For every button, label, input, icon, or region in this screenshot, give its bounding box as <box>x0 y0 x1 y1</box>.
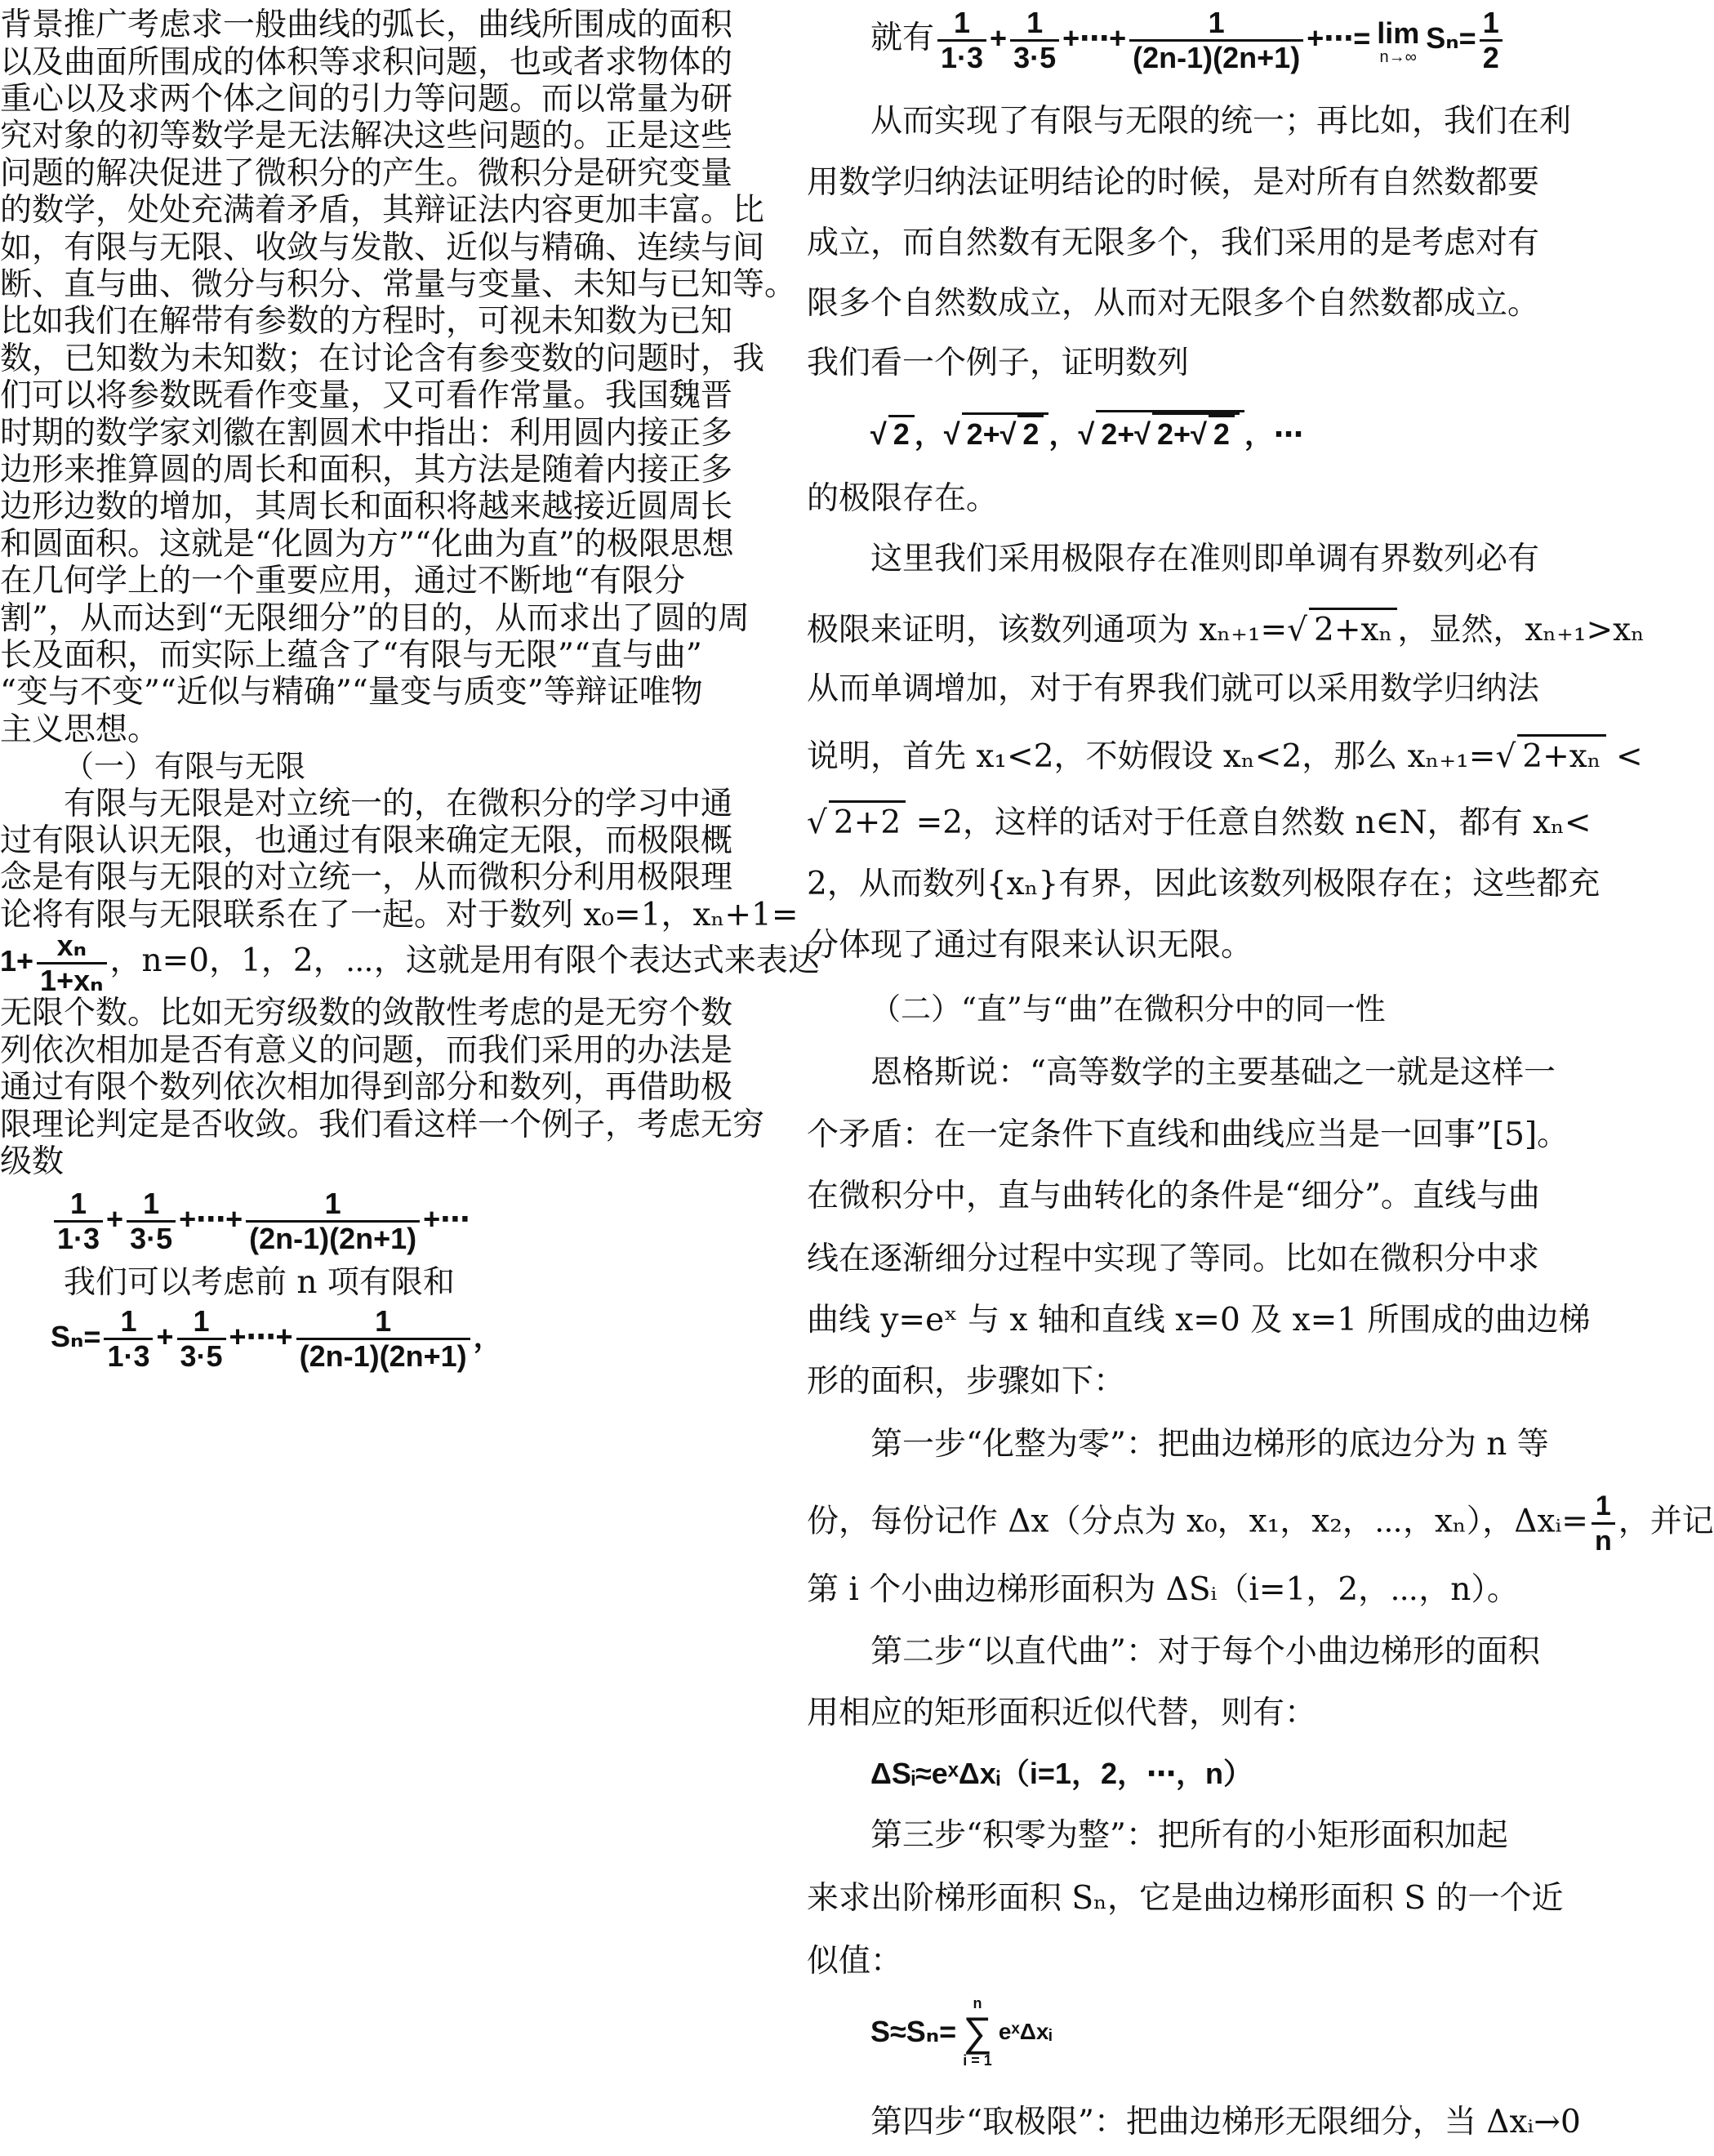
fraction: $\frac{1}{1\cdot 3}$ <box>54 1187 103 1255</box>
text-line: 第一步“化整为零”：把曲边梯形的底边分为 n 等 <box>870 1426 1549 1463</box>
sequence-formula: √ 2 ，√ 2+√ 2 ，√ 2+√ 2+√ 2 ，⋯ <box>870 410 1303 453</box>
text-line: 以及曲面所围成的体积等求积问题，也或者求物体的 <box>0 44 733 81</box>
fraction: $\frac{\text{xₙ}}{\text{1+xₙ}}$ <box>37 929 106 997</box>
text-line: 第四步“取极限”：把曲边梯形无限细分，当 Δxᵢ→0 <box>870 2104 1581 2140</box>
text-line: 们可以将参数既看作变量，又可看作常量。我国魏晋 <box>0 377 733 414</box>
text-line: 限多个自然数成立，从而对无限多个自然数都成立。 <box>807 285 1540 322</box>
text-line: 论将有限与无限联系在了一起。对于数列 x₀=1，xₙ+1= <box>0 897 799 933</box>
text-line: 时期的数学家刘徽在割圆术中指出：利用圆内接正多 <box>0 415 733 452</box>
text-line: 主义思想。 <box>0 711 160 748</box>
text-line: 无限个数。比如无穷级数的敛散性考虑的是无穷个数 <box>0 995 733 1031</box>
fraction: $\frac{1}{3\cdot 5}$ <box>177 1305 226 1373</box>
fraction: $\frac{1}{2}$ <box>1480 7 1503 74</box>
text-line: 似值： <box>807 1943 903 1980</box>
fraction: $\frac{1}{(2n-1)(2n+1)}$ <box>296 1305 470 1373</box>
sqrt: √ 2+xₙ <box>1495 734 1605 777</box>
recursion-formula <box>0 929 820 997</box>
text-line: 比如我们在解带有参数的方程时，可视未知数为已知 <box>0 303 733 340</box>
limit-formula: 就有 $\frac{1}{1\cdot 3}$ + $\frac{1}{3\cdot 5}$ +⋯+ $\frac{1}{(2n-1)(2n+1)}$ +⋯= lim n→∞ Sₙ= $\frac{1}{2}$ <box>870 7 1506 74</box>
approx-formula: ΔSᵢ≈eˣΔxᵢ（i=1，2，⋯，n） <box>870 1757 1253 1790</box>
fraction: $\frac{1}{(2n-1)(2n+1)}$ <box>246 1187 420 1255</box>
text-line: 恩格斯说：“高等数学的主要基础之一就是这样一 <box>870 1054 1556 1091</box>
fraction: $\frac{1}{1\cdot 3}$ <box>937 7 986 74</box>
text-line: 边形边数的增加，其周长和面积将越来越接近圆周长 <box>0 488 733 525</box>
text-line: 我们可以考虑前 n 项有限和 <box>64 1264 455 1301</box>
text-line: “变与不变”“近似与精确”“量变与质变”等辩证唯物 <box>0 674 703 710</box>
limit-operator: lim n→∞ <box>1377 16 1420 66</box>
series-formula: $\frac{1}{1\cdot 3}$ + $\frac{1}{3\cdot 5}$ +⋯+ $\frac{1}{(2n-1)(2n+1)}$ +⋯ <box>51 1187 470 1255</box>
text-line: 长及面积，而实际上蕴含了“有限与无限”“直与曲” <box>0 637 702 674</box>
section-subheading: （二）“直”与“曲”在微积分中的同一性 <box>870 991 1386 1027</box>
text-line: 在微积分中，直与曲转化的条件是“细分”。直线与曲 <box>807 1178 1540 1214</box>
text-line: 用相应的矩形面积近似代替，则有： <box>807 1695 1317 1731</box>
summation: n ∑ i = 1 <box>963 1995 992 2069</box>
text-line: 成立，而自然数有无限多个，我们采用的是考虑对有 <box>807 225 1540 261</box>
text-line: 形的面积，步骤如下： <box>807 1363 1126 1400</box>
fraction: $\frac{1}{1\cdot 3}$ <box>104 1305 153 1373</box>
text-line: 数，已知数为未知数；在讨论含有参变数的问题时，我 <box>0 341 765 377</box>
text-line: 我们看一个例子，证明数列 <box>807 345 1190 381</box>
fraction: $\frac{1}{(2n-1)(2n+1)}$ <box>1129 7 1303 74</box>
text-line: 通过有限个数列依次相加得到部分和数列，再借助极 <box>0 1069 733 1106</box>
text-line: 如，有限与无限、收敛与发散、近似与精确、连续与间 <box>0 229 765 266</box>
text-line: 从而单调增加，对于有界我们就可以采用数学归纳法 <box>807 670 1540 707</box>
text-line: 过有限认识无限，也通过有限来确定无限，而极限概 <box>0 822 733 859</box>
fraction: $\frac{1}{3\cdot 5}$ <box>1010 7 1059 74</box>
text-line: 第 i 个小曲边梯形面积为 ΔSᵢ（i=1，2，⋯，n）。 <box>807 1571 1519 1608</box>
sum-formula: S≈Sₙ= n ∑ i = 1 eˣΔxᵢ <box>870 1995 1053 2069</box>
section-subheading: （一）有限与无限 <box>64 749 305 784</box>
sqrt: √ 2+xₙ <box>1287 608 1397 651</box>
text-line: √ 2+2 =2，这样的话对于任意自然数 n∈N，都有 xₙ< <box>807 800 1592 844</box>
text-line: 在几何学上的一个重要应用，通过不断地“有限分 <box>0 563 685 599</box>
text-line: 2，从而数列{xₙ}有界，因此该数列极限存在；这些都充 <box>807 866 1600 902</box>
text-line: 第二步“以直代曲”：对于每个小曲边梯形的面积 <box>870 1633 1540 1670</box>
text-line: 用数学归纳法证明结论的时候，是对所有自然数都要 <box>807 164 1540 201</box>
text-line: 列依次相加是否有意义的问题，而我们采用的办法是 <box>0 1032 733 1069</box>
text-line: 的数学，处处充满着矛盾，其辩证法内容更加丰富。比 <box>0 192 765 229</box>
text-line: 级数 <box>0 1143 65 1180</box>
text-line: 究对象的初等数学是无法解决这些问题的。正是这些 <box>0 118 733 154</box>
sqrt: √ 2+√ 2 <box>944 412 1049 452</box>
sqrt: √ 2+2 <box>807 800 906 844</box>
text-line: 边形来推算圆的周长和面积，其方法是随着内接正多 <box>0 452 733 488</box>
text-line: 和圆面积。这就是“化圆为方”“化曲为直”的极限思想 <box>0 526 734 563</box>
text-line: 重心以及求两个体之间的引力等问题。而以常量为研 <box>0 81 733 118</box>
text-line: 问题的解决促进了微积分的产生。微积分是研究变量 <box>0 155 733 192</box>
text-line: 第三步“积零为整”：把所有的小矩形面积加起 <box>870 1817 1508 1854</box>
recursion-tail: ，n=0，1，2，⋯，这就是用有限个表达式来表达 <box>109 942 820 980</box>
text-line: 线在逐渐细分过程中实现了等同。比如在微积分中求 <box>807 1241 1540 1277</box>
text-line: 限理论判定是否收敛。我们看这样一个例子，考虑无穷 <box>0 1107 765 1143</box>
text-line: 的极限存在。 <box>807 480 999 517</box>
text-line: 有限与无限是对立统一的，在微积分的学习中通 <box>64 786 733 822</box>
text-line: 分体现了通过有限来认识无限。 <box>807 927 1253 964</box>
text-line: 割”，从而达到“无限细分”的目的，从而求出了圆的周 <box>0 600 750 637</box>
recursion-lead: 1+ <box>0 944 34 978</box>
text-line: 念是有限与无限的对立统一，从而微积分利用极限理 <box>0 859 733 896</box>
fraction: $\frac{1}{n}$ <box>1592 1490 1615 1557</box>
sqrt: √ 2 <box>870 415 915 452</box>
fraction: $\frac{1}{3\cdot 5}$ <box>127 1187 176 1255</box>
text-line: 说明，首先 x₁<2，不妨假设 xₙ<2，那么 xₙ₊₁=√ 2+xₙ < <box>807 734 1643 777</box>
partial-sum-formula: Sₙ= $\frac{1}{1\cdot 3}$ + $\frac{1}{3\cdot 5}$ +⋯+ $\frac{1}{(2n-1)(2n+1)}$ ， <box>51 1304 503 1373</box>
text-line: 份，每份记作 Δx（分点为 x₀，x₁，x₂，⋯，xₙ），Δxᵢ= $\frac{1}{n}$ ，并记 <box>807 1490 1714 1557</box>
text-line: 断、直与曲、微分与积分、常量与变量、未知与已知等。 <box>0 266 797 303</box>
text-line: 从而实现了有限与无限的统一；再比如，我们在利 <box>870 103 1572 140</box>
text-line: 曲线 y=eˣ 与 x 轴和直线 x=0 及 x=1 所围成的曲边梯 <box>807 1302 1591 1339</box>
text-line: 背景推广考虑求一般曲线的弧长，曲线所围成的面积 <box>0 7 733 43</box>
sqrt: √ 2+√ 2+√ 2 <box>1078 410 1244 452</box>
text-line: 个矛盾：在一定条件下直线和曲线应当是一回事”[5]。 <box>807 1116 1569 1153</box>
text-line: 这里我们采用极限存在准则即单调有界数列必有 <box>870 541 1540 577</box>
text-line: 来求出阶梯形面积 Sₙ，它是曲边梯形面积 S 的一个近 <box>807 1880 1564 1917</box>
text-line: 极限来证明，该数列通项为 xₙ₊₁=√ 2+xₙ ，显然，xₙ₊₁>xₙ <box>807 608 1645 651</box>
